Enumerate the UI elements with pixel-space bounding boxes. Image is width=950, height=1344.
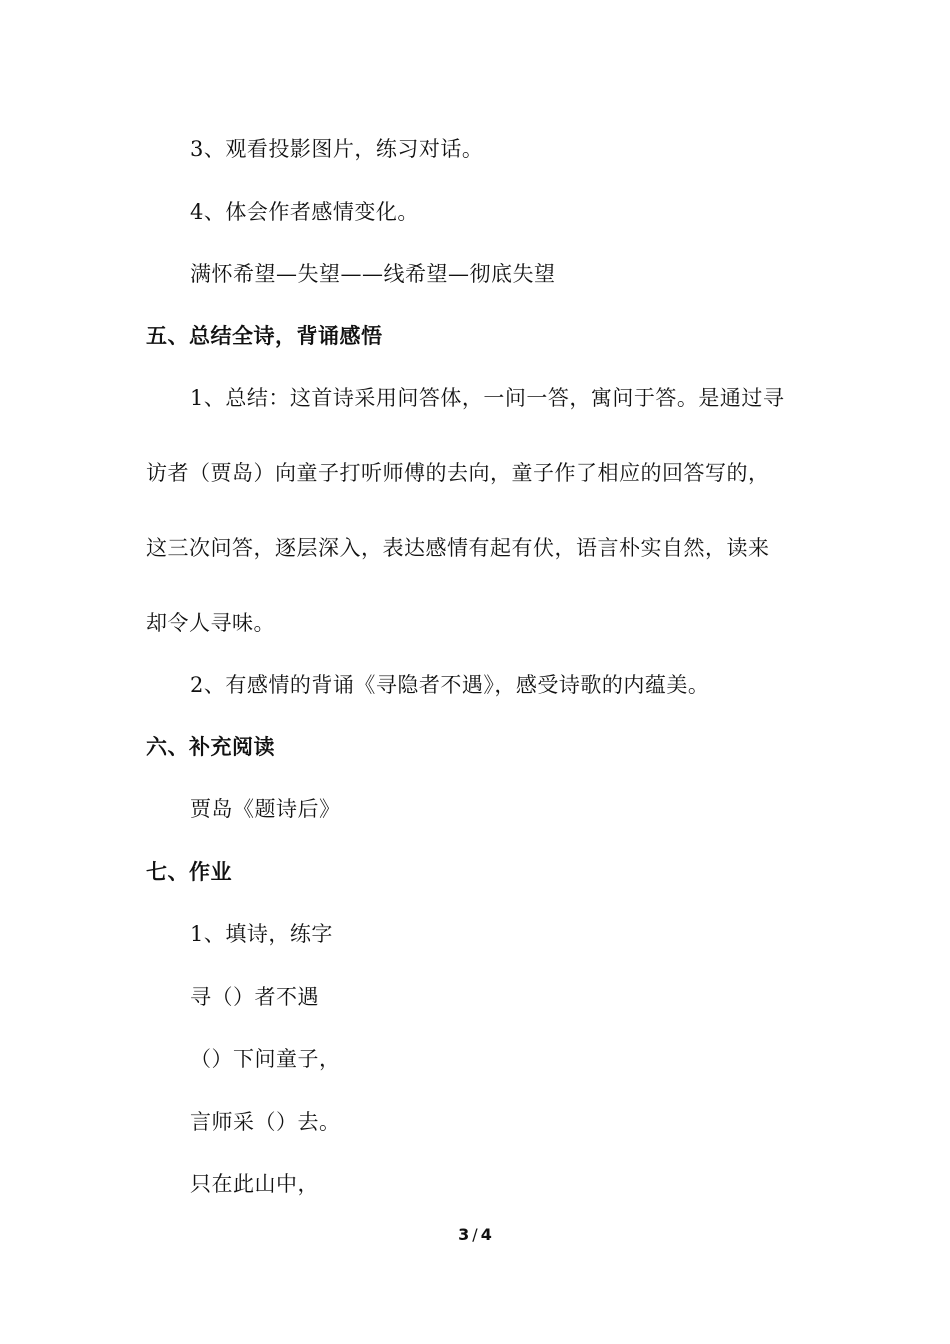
section-5-heading: 五、总结全诗，背诵感悟 <box>146 324 383 348</box>
extra-reading-item: 贾岛《题诗后》 <box>190 797 341 821</box>
poem-line-1-blank: （）下问童子， <box>190 1047 341 1071</box>
summary-line-1: 1、总结：这首诗采用问答体，一问一答，寓问于答。是通过寻 <box>190 386 785 410</box>
section-6-heading: 六、补充阅读 <box>146 735 275 759</box>
poem-line-3: 只在此山中， <box>190 1172 319 1196</box>
page-separator: / <box>472 1225 478 1244</box>
step-4-text: 4、体会作者感情变化。 <box>190 200 419 224</box>
poem-title-blank: 寻（）者不遇 <box>190 985 319 1009</box>
section-7-heading: 七、作业 <box>146 860 232 884</box>
summary-line-3: 这三次问答，逐层深入，表达感情有起有伏，语言朴实自然，读来 <box>146 536 770 560</box>
total-pages-number: 4 <box>480 1225 492 1244</box>
recite-text: 2、有感情的背诵《寻隐者不遇》，感受诗歌的内蕴美。 <box>190 673 710 697</box>
homework-item-1: 1、填诗，练字 <box>190 922 333 946</box>
page-number <box>0 1224 950 1246</box>
emotion-change-text: 满怀希望—失望——线希望—彻底失望 <box>190 262 556 286</box>
summary-line-4: 却令人寻味。 <box>146 611 275 635</box>
summary-line-2: 访者（贾岛）向童子打听师傅的去向，童子作了相应的回答写的， <box>146 461 770 485</box>
step-3-text: 3、观看投影图片，练习对话。 <box>190 137 484 161</box>
current-page-number: 3 <box>458 1225 470 1244</box>
poem-line-2-blank: 言师采（）去。 <box>190 1110 341 1134</box>
